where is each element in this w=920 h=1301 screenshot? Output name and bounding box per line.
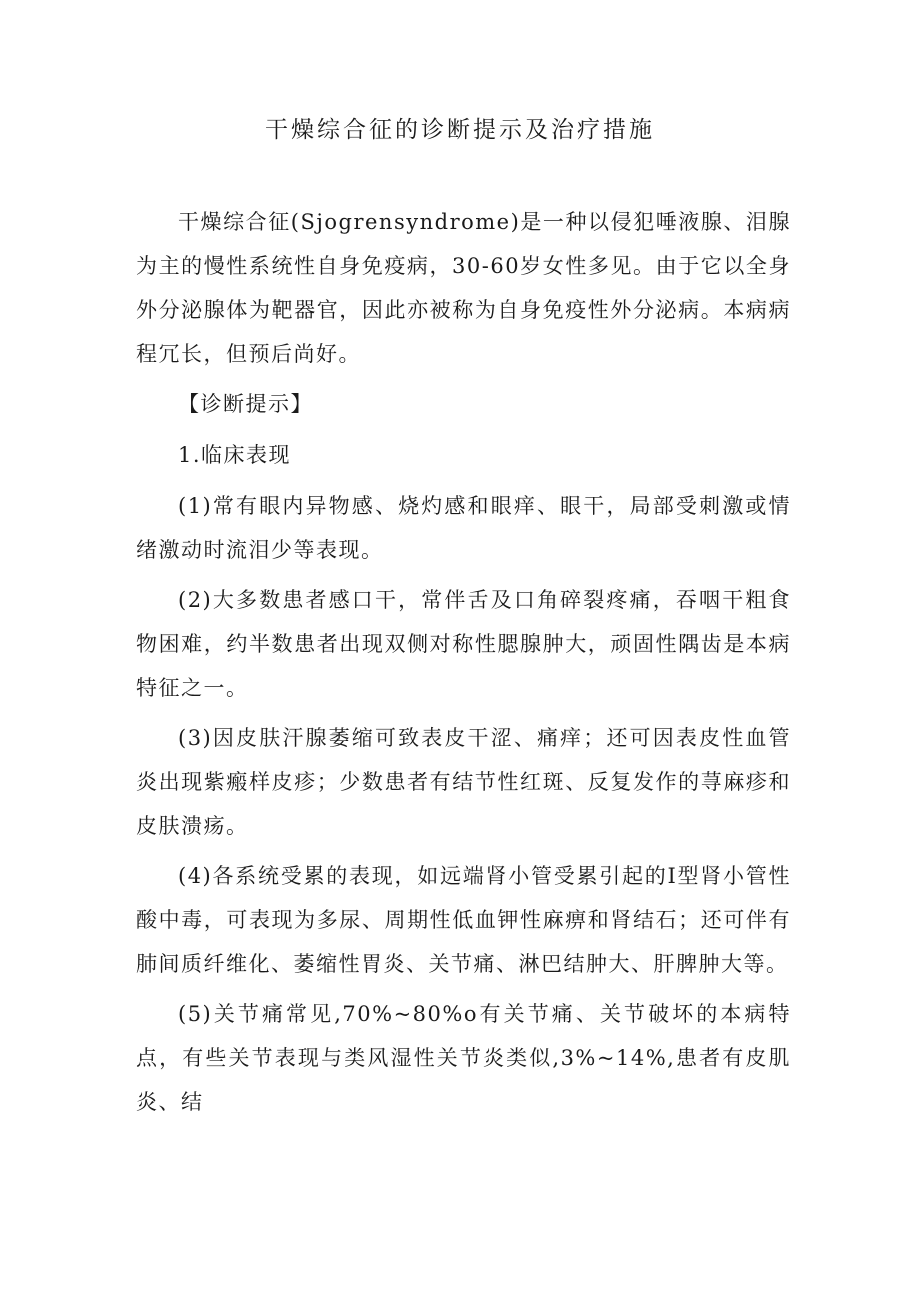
document-title: 干燥综合征的诊断提示及治疗措施 — [265, 117, 655, 143]
clinical-item-3: (3)因皮肤汗腺萎缩可致表皮干涩、痛痒；还可因表皮性血管炎出现紫瘢样皮疹；少数患者有结节性红斑、反复发作的荨麻疹和皮肤溃疡。 — [136, 726, 791, 838]
document-body — [136, 200, 791, 1124]
section-heading-diagnosis: 【诊断提示】 — [178, 392, 313, 416]
clinical-item-1: (1)常有眼内异物感、烧灼感和眼痒、眼干，局部受刺激或情绪激动时流泪少等表现。 — [136, 494, 791, 562]
intro-paragraph: 干燥综合征(Sjogrensyndrome)是一种以侵犯唾液腺、泪腺为主的慢性系统性自身免疫病，30-60岁女性多见。由于它以全身外分泌腺体为靶器官，因此亦被称为自身免疫性外分泌病。本病病程冗长，但预后尚好。 — [136, 210, 791, 366]
subsection-heading-clinical: 1.临床表现 — [178, 443, 292, 467]
clinical-item-5: (5)关节痛常见,70%~80%o有关节痛、关节破坏的本病特点，有些关节表现与类风湿性关节炎类似,3%~14%,患者有皮肌炎、结 — [136, 1002, 791, 1114]
clinical-item-2: (2)大多数患者感口干，常伴舌及口角碎裂疼痛，吞咽干粗食物困难，约半数患者出现双侧对称性腮腺肿大，顽固性隅齿是本病特征之一。 — [136, 588, 791, 700]
clinical-item-4: (4)各系统受累的表现，如远端肾小管受累引起的I型肾小管性酸中毒，可表现为多尿、周期性低血钾性麻痹和肾结石；还可伴有肺间质纤维化、萎缩性胃炎、关节痛、淋巴结肿大、肝脾肿大等。 — [136, 864, 791, 976]
